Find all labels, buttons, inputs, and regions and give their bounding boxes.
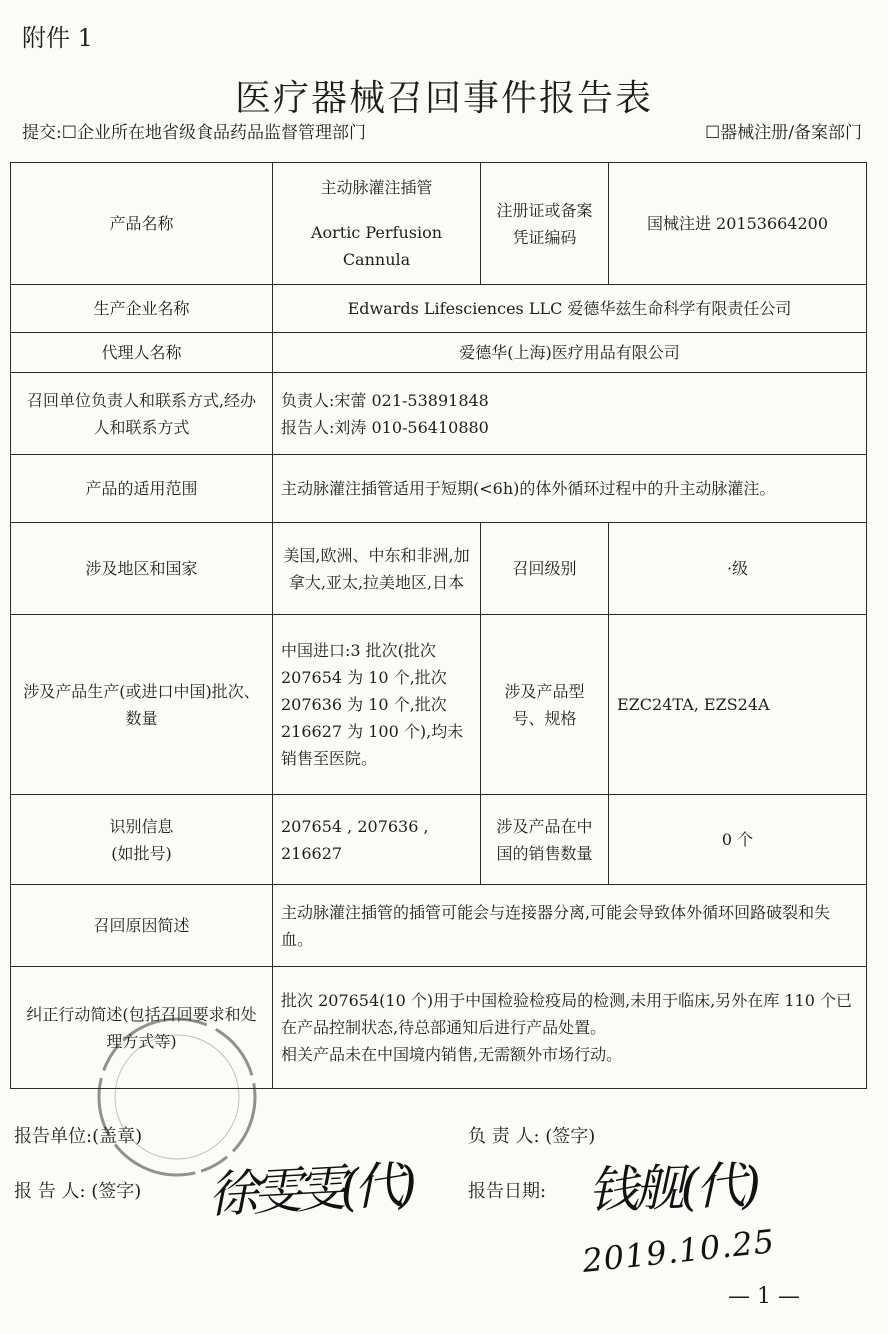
value-region: 美国,欧洲、中东和非洲,加拿大,亚太,拉美地区,日本 (273, 523, 481, 615)
handwritten-date: 2019.10.25 (580, 1222, 777, 1280)
label-action: 纠正行动简述(包括召回要求和处理方式等) (11, 967, 273, 1089)
label-registration-code: 注册证或备案凭证编码 (481, 163, 609, 285)
responsible-signature: 钱舰(代) (587, 1156, 759, 1220)
value-action (273, 967, 867, 1089)
label-sales-in-china: 涉及产品在中国的销售数量 (481, 795, 609, 885)
value-agent: 爱德华(上海)医疗用品有限公司 (273, 333, 867, 373)
value-identification: 207654 , 207636 , 216627 (273, 795, 481, 885)
responsible-person-label: 负 责 人: (签字) (468, 1126, 596, 1147)
value-batch: 中国进口:3 批次(批次 207654 为 10 个,批次 207636 为 10 个,批次 216627 为 100 个),均未销售至医院。 (273, 615, 481, 795)
label-agent: 代理人名称 (11, 333, 273, 373)
label-reason: 召回原因简述 (11, 885, 273, 967)
row-batch (11, 615, 867, 795)
contact-reporter: 报告人:刘涛 010-56410880 (281, 417, 489, 437)
row-contact (11, 373, 867, 455)
label-contact: 召回单位负责人和联系方式,经办人和联系方式 (11, 373, 273, 455)
page-title: 医疗器械召回事件报告表 (234, 78, 653, 119)
label-manufacturer: 生产企业名称 (11, 285, 273, 333)
row-scope (11, 455, 867, 523)
row-manufacturer (11, 285, 867, 333)
value-model: EZC24TA, EZS24A (609, 615, 867, 795)
value-scope: 主动脉灌注插管适用于短期(<6h)的体外循环过程中的升主动脉灌注。 (273, 455, 867, 523)
report-date-label: 报告日期: (468, 1181, 547, 1202)
attachment-label: 附件 1 (22, 24, 93, 52)
reporter-label: 报 告 人: (签字) (14, 1181, 142, 1202)
label-identification-sub: (如批号) (111, 843, 172, 863)
action-market: 相关产品未在中国境内销售,无需额外市场行动。 (281, 1045, 623, 1064)
report-unit-label: 报告单位:(盖章) (14, 1126, 143, 1147)
recall-report-table (10, 162, 867, 1089)
page-number: — 1 — (728, 1284, 800, 1309)
label-batch: 涉及产品生产(或进口中国)批次、数量 (11, 615, 273, 795)
value-registration-code: 国械注进 20153664200 (609, 163, 867, 285)
row-region (11, 523, 867, 615)
row-product-name (11, 163, 867, 285)
value-sales-in-china: 0 个 (609, 795, 867, 885)
product-name-en: Aortic Perfusion Cannula (310, 223, 443, 269)
submit-to-provincial: 提交:☐企业所在地省级食品药品监督管理部门 (22, 123, 366, 143)
label-region: 涉及地区和国家 (11, 523, 273, 615)
label-scope: 产品的适用范围 (11, 455, 273, 523)
product-name-cn: 主动脉灌注插管 (320, 178, 433, 197)
reporter-signature: 徐雯雯(代) (206, 1155, 413, 1225)
submit-to-registration-dept: ☐器械注册/备案部门 (705, 123, 862, 143)
value-recall-level: ·级 (609, 523, 867, 615)
value-product-name (273, 163, 481, 285)
label-model: 涉及产品型号、规格 (481, 615, 609, 795)
contact-responsible: 负责人:宋蕾 021-53891848 (281, 390, 489, 410)
label-identification (11, 795, 273, 885)
value-manufacturer: Edwards Lifesciences LLC 爱德华兹生命科学有限责任公司 (273, 285, 867, 333)
label-product-name: 产品名称 (11, 163, 273, 285)
row-reason (11, 885, 867, 967)
label-identification-main: 识别信息 (109, 816, 174, 836)
value-reason: 主动脉灌注插管的插管可能会与连接器分离,可能会导致体外循环回路破裂和失血。 (273, 885, 867, 967)
value-contact (273, 373, 867, 455)
row-agent (11, 333, 867, 373)
row-identification (11, 795, 867, 885)
label-recall-level: 召回级别 (481, 523, 609, 615)
action-detail: 批次 207654(10 个)用于中国检验检疫局的检测,未用于临床,另外在库 110 个已在产品控制状态,待总部通知后进行产品处置。 (281, 991, 852, 1037)
